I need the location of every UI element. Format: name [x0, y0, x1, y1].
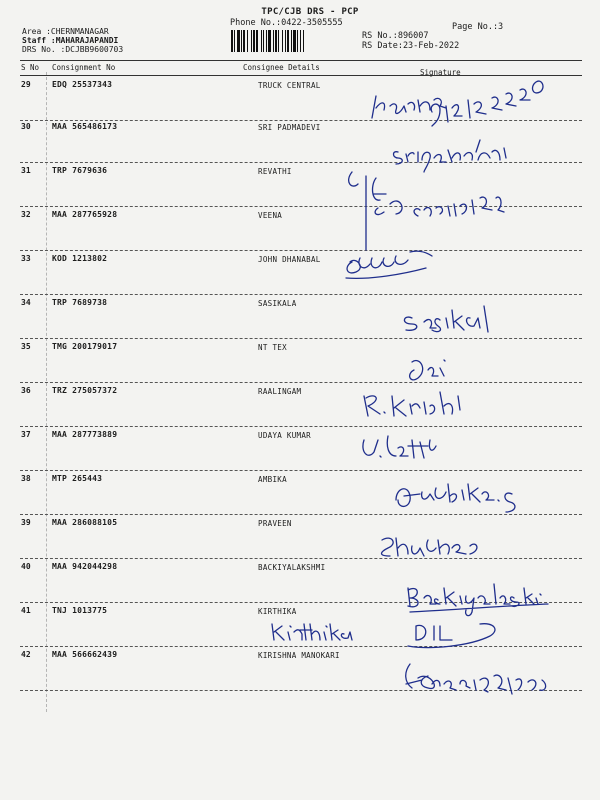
row-consignment-number: MAA 565486173: [52, 122, 118, 131]
barcode-bar: [293, 30, 296, 52]
signature-row-31-32: [349, 172, 504, 250]
signature-row-30: [394, 140, 507, 172]
sheet-title: TPC/CJB DRS - PCP: [261, 7, 359, 17]
barcode-bar: [282, 30, 283, 52]
barcode-bar: [247, 30, 248, 52]
row-sno: 36: [21, 386, 31, 395]
barcode-bar: [278, 30, 279, 52]
col-sno: S No: [21, 63, 40, 72]
row-divider: [20, 558, 582, 559]
barcode-bar: [273, 30, 274, 52]
row-consignment-number: TRZ 275057372: [52, 386, 118, 395]
col-consignment: Consignment No: [52, 63, 116, 72]
row-consignee-name: UDAYA KUMAR: [258, 431, 311, 440]
barcode-bar: [297, 30, 298, 52]
row-sno: 35: [21, 342, 31, 351]
row-consignee-name: SRI PADMADEVI: [258, 123, 321, 132]
row-sno: 39: [21, 518, 31, 527]
row-consignee-name: KIRISHNA MANOKARI: [258, 651, 340, 660]
header-rule-top: [20, 60, 582, 61]
row-consignment-number: MAA 286088105: [52, 518, 118, 527]
row-consignment-number: TRP 7679636: [52, 166, 108, 175]
row-sno: 34: [21, 298, 31, 307]
row-consignee-name: AMBIKA: [258, 475, 287, 484]
signature-row-40: [408, 584, 548, 616]
barcode-bar: [261, 30, 262, 52]
row-divider: [20, 294, 582, 295]
signature-row-35: [410, 360, 445, 380]
row-consignment-number: TMG 200179017: [52, 342, 118, 351]
area-label: Area :CHERNMANAGAR: [22, 27, 109, 36]
signature-row-36: [364, 392, 460, 416]
row-sno: 31: [21, 166, 31, 175]
row-consignment-number: TRP 7689738: [52, 298, 108, 307]
row-divider: [20, 646, 582, 647]
staff-label: Staff :MAHARAJAPANDI: [22, 36, 119, 45]
barcode-bar: [234, 30, 235, 52]
row-consignment-number: MAA 942044298: [52, 562, 118, 571]
header-rule-bottom: [20, 75, 582, 76]
row-sno: 33: [21, 254, 31, 263]
rs-date: RS Date:23-Feb-2022: [362, 41, 460, 51]
row-consignment-number: KOD 1213802: [52, 254, 108, 263]
barcode-bar: [256, 30, 258, 52]
row-divider: [20, 162, 582, 163]
row-sno: 40: [21, 562, 31, 571]
barcode-bar: [300, 30, 301, 52]
row-consignee-name: TRUCK CENTRAL: [258, 81, 321, 90]
barcode-bar: [266, 30, 267, 52]
barcode-bar: [287, 30, 289, 52]
signature-row-41: [272, 624, 495, 648]
row-consignee-name: NT TEX: [258, 343, 287, 352]
barcode-bar: [263, 30, 264, 52]
row-consignee-name: RAALINGAM: [258, 387, 302, 396]
row-consignee-name: KIRTHIKA: [258, 607, 297, 616]
rs-number: RS No.:896007: [362, 31, 429, 41]
row-sno: 37: [21, 430, 31, 439]
row-consignment-number: EDQ 25537343: [52, 80, 113, 89]
row-divider: [20, 382, 582, 383]
row-divider: [20, 602, 582, 603]
drs-number: DRS No. :DCJBB9600703: [22, 45, 124, 54]
signature-row-33: [346, 251, 432, 278]
row-divider: [20, 206, 582, 207]
row-sno: 30: [21, 122, 31, 131]
row-sno: 29: [21, 80, 31, 89]
barcode-bar: [285, 30, 286, 52]
barcode-bar: [243, 30, 245, 52]
barcode-bar: [303, 30, 304, 52]
signature-row-39: [382, 538, 477, 556]
barcode-bar: [275, 30, 277, 52]
row-consignment-number: MAA 566662439: [52, 650, 118, 659]
row-consignee-name: PRAVEEN: [258, 519, 292, 528]
page-number: Page No.:3: [452, 22, 504, 32]
row-sno: 42: [21, 650, 31, 659]
barcode-bar: [251, 30, 252, 52]
barcode-bar: [231, 30, 233, 52]
signature-row-37: [363, 436, 436, 458]
signature-row-34: [404, 306, 488, 332]
branch-phone: Phone No.:0422-3505555: [230, 18, 343, 28]
row-sno: 41: [21, 606, 31, 615]
row-divider: [20, 470, 582, 471]
row-consignment-number: MAA 287773889: [52, 430, 118, 439]
margin-line: [46, 72, 47, 712]
row-sno: 38: [21, 474, 31, 483]
row-consignment-number: MAA 287765928: [52, 210, 118, 219]
signature-row-38: [396, 484, 515, 512]
row-consignee-name: JOHN DHANABAL: [258, 255, 321, 264]
row-divider: [20, 690, 582, 691]
row-consignee-name: SASIKALA: [258, 299, 297, 308]
row-consignee-name: BACKIYALAKSHMI: [258, 563, 326, 572]
row-consignment-number: TNJ 1013775: [52, 606, 108, 615]
col-consignee: Consignee Details: [243, 63, 320, 72]
barcode-bar: [291, 30, 292, 52]
barcode-bar: [241, 30, 242, 52]
col-signature: Signature: [420, 68, 461, 77]
row-consignee-name: VEENA: [258, 211, 283, 220]
row-divider: [20, 338, 582, 339]
row-consignee-name: REVATHI: [258, 167, 292, 176]
barcode: [230, 30, 352, 52]
barcode-bar: [253, 30, 255, 52]
row-sno: 32: [21, 210, 31, 219]
row-divider: [20, 426, 582, 427]
barcode-bar: [268, 30, 271, 52]
row-divider: [20, 514, 582, 515]
row-divider: [20, 120, 582, 121]
row-consignment-number: MTP 265443: [52, 474, 103, 483]
barcode-bar: [237, 30, 240, 52]
row-divider: [20, 250, 582, 251]
